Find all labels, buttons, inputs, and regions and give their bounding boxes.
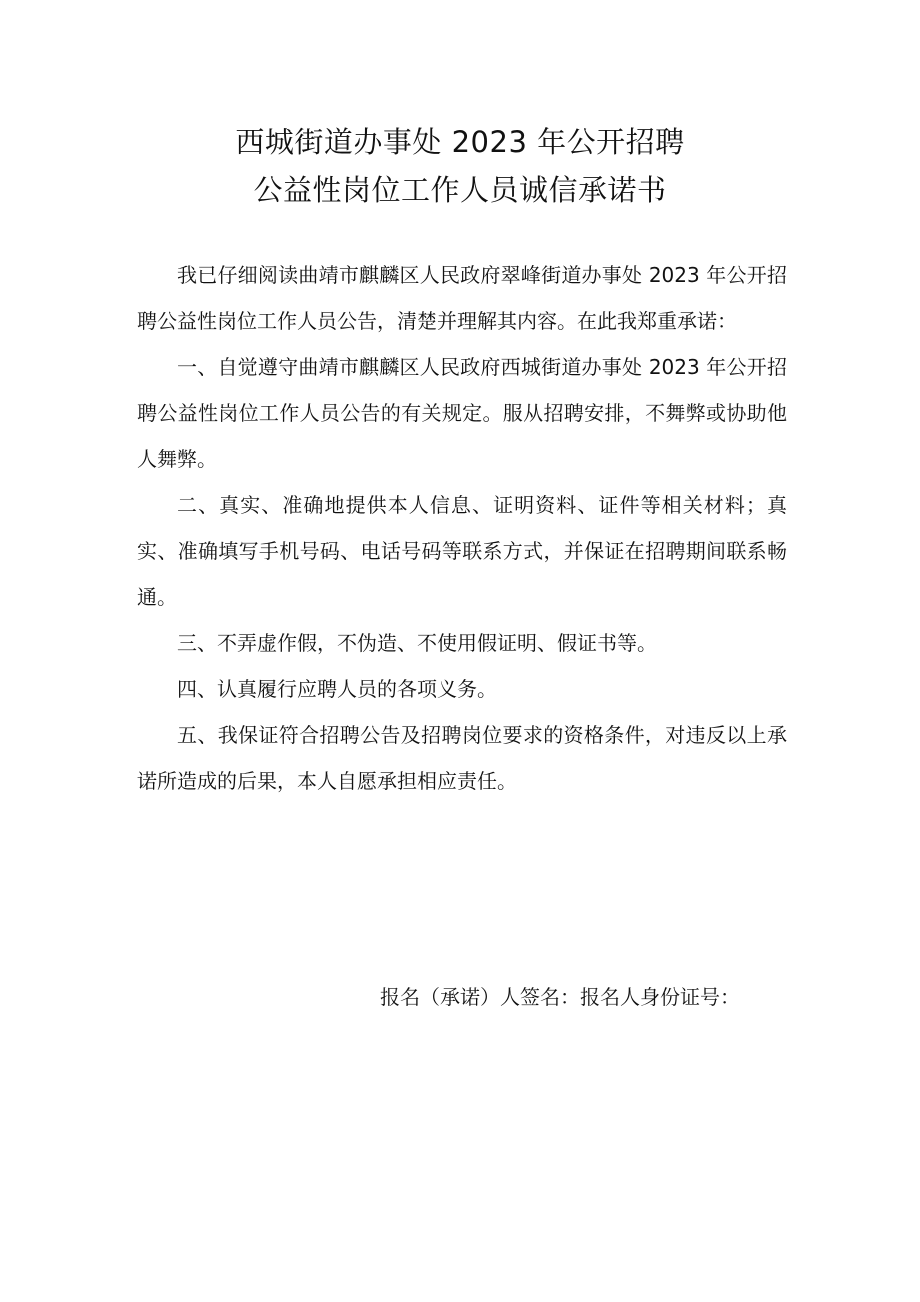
pledge-item-3: 三、不弄虚作假，不伪造、不使用假证明、假证书等。: [177, 631, 657, 655]
document-body: [137, 252, 787, 804]
document-title: [0, 118, 920, 214]
intro-paragraph: 我已仔细阅读曲靖市麒麟区人民政府翠峰街道办事处 2023 年公开招聘公益性岗位工作人员公告，清楚并理解其内容。在此我郑重承诺：: [137, 263, 787, 333]
pledge-item-1: 一、自觉遵守曲靖市麒麟区人民政府西城街道办事处 2023 年公开招聘公益性岗位工作人员公告的有关规定。服从招聘安排，不舞弊或协助他人舞弊。: [137, 355, 787, 471]
title-line-1: 西城街道办事处 2023 年公开招聘: [235, 125, 685, 159]
title-line-2: 公益性岗位工作人员诚信承诺书: [253, 173, 667, 207]
signature-line: 报名（承诺）人签名：报名人身份证号：: [380, 985, 740, 1009]
pledge-item-2: 二、真实、准确地提供本人信息、证明资料、证件等相关材料；真实、准确填写手机号码、电话号码等联系方式，并保证在招聘期间联系畅通。: [137, 493, 787, 609]
pledge-item-4: 四、认真履行应聘人员的各项义务。: [177, 677, 497, 701]
pledge-item-5: 五、我保证符合招聘公告及招聘岗位要求的资格条件，对违反以上承诺所造成的后果，本人自愿承担相应责任。: [137, 723, 787, 793]
